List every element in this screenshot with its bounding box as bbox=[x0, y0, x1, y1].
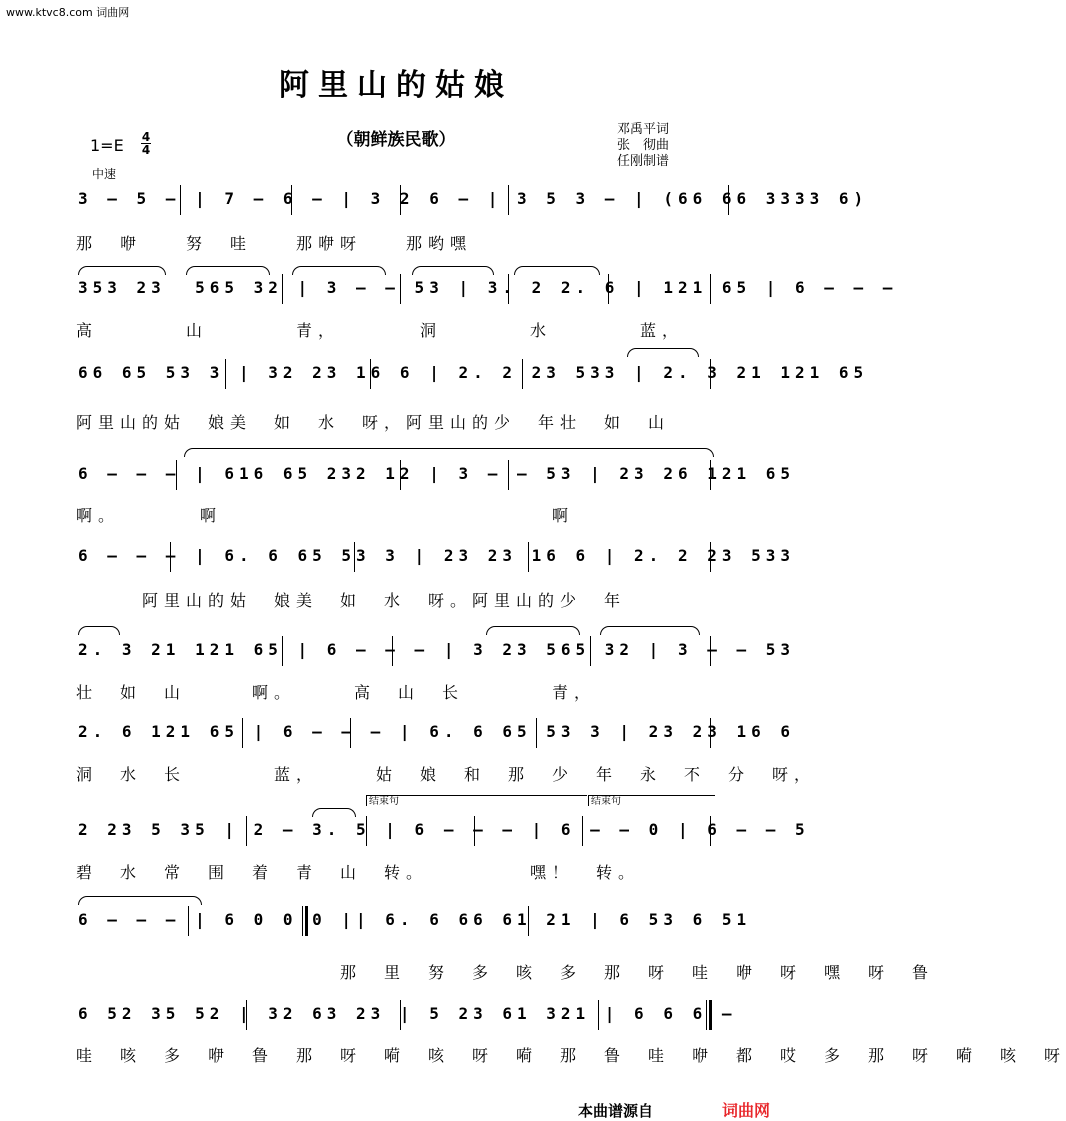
time-signature bbox=[141, 131, 151, 156]
volta-bracket: 结束句 bbox=[588, 795, 715, 806]
lyric-line: 啊。 啊 啊 bbox=[76, 506, 575, 525]
lyric-line: 壮 如 山 啊。 高 山 长 青， bbox=[76, 683, 597, 702]
notation-line: 353 23 565 32 | 3 – – 53 | 3. 2 2. 6 | 121 65 | 6 – – – bbox=[78, 278, 898, 297]
score-row bbox=[70, 636, 796, 666]
notation-line: 2 23 5 35 | 2 – 3. 5 | 6 – – – | 6 – – 0 | 6 – – 5 bbox=[78, 820, 810, 839]
score-row bbox=[70, 1000, 737, 1030]
song-subtitle: （朝鲜族民歌） bbox=[336, 130, 456, 150]
notation-line: 2. 6 121 65 | 6 – – – | 6. 6 65 53 3 | 23 23 16 6 bbox=[78, 722, 796, 741]
site-url[interactable]: www.ktvc8.com 词曲网 bbox=[6, 6, 130, 19]
lyric-line: 高 山 青， 洞 水 蓝， bbox=[76, 321, 685, 340]
volta-bracket: 结束句 bbox=[366, 795, 587, 806]
lyric-line: 碧 水 常 围 着 青 山 转。 嘿！ 转。 bbox=[76, 863, 641, 882]
score-row bbox=[70, 460, 796, 490]
lyric-line: 那 咿 努 哇 那咿呀 那哟嘿 bbox=[76, 234, 473, 253]
score-row bbox=[70, 718, 796, 748]
time-signature-top: 4 bbox=[141, 130, 151, 144]
score-row bbox=[70, 906, 752, 936]
notation-line: 66 65 53 3 | 32 23 16 6 | 2. 2 23 533 | 2. 3 21 121 65 bbox=[78, 363, 869, 382]
score-row bbox=[70, 816, 810, 846]
score-row bbox=[70, 542, 796, 572]
notation-line: 6 – – – | 6 0 0 0 || 6. 6 66 61 21 | 6 53 6 51 bbox=[78, 910, 752, 929]
lyric-line: 那 里 努 多 咳 多 那 呀 哇 咿 呀 嘿 呀 鲁 bbox=[76, 963, 935, 982]
lyric-line: 阿里山的姑 娘美 如 水 呀。阿里山的少 年 bbox=[76, 591, 627, 610]
source-label: 本曲谱源自 bbox=[578, 1102, 654, 1120]
credits bbox=[617, 122, 669, 170]
transcriber: 任刚制谱 bbox=[617, 154, 670, 169]
lyric-line: 洞 水 长 蓝， 姑 娘 和 那 少 年 永 不 分 呀， bbox=[76, 765, 817, 784]
score-row bbox=[70, 359, 869, 389]
tempo-marking: 中速 bbox=[92, 167, 117, 181]
score-row bbox=[70, 185, 869, 215]
time-signature-bottom: 4 bbox=[141, 143, 151, 157]
notation-line: 3 – 5 – | 7 – 6 – | 3 2 6 – | 3 5 3 – | (66 66 3333 6) bbox=[78, 189, 869, 208]
lyricist: 邓禹平词 bbox=[617, 122, 670, 137]
composer: 张 彻曲 bbox=[617, 138, 670, 153]
notation-line: 2. 3 21 121 65 | 6 – – – | 3 23 565 32 | 3 – – 53 bbox=[78, 640, 796, 659]
key-signature: 1=E bbox=[90, 136, 124, 155]
lyric-line: 哇 咳 多 咿 鲁 那 呀 嗬 咳 呀 嗬 那 鲁 哇 咿 都 哎 多 那 呀 嗬 咳 呀 bbox=[76, 1046, 1066, 1065]
lyric-line: 阿里山的姑 娘美 如 水 呀，阿里山的少 年壮 如 山 bbox=[76, 413, 671, 432]
song-title: 阿里山的姑娘 bbox=[279, 68, 513, 103]
score-row bbox=[70, 274, 898, 304]
notation-line: 6 52 35 52 | 32 63 23 | 5 23 61 321 | 6 6 6 – bbox=[78, 1004, 737, 1023]
notation-line: 6 – – – | 616 65 232 12 | 3 – – 53 | 23 26 121 65 bbox=[78, 464, 796, 483]
brand-logo[interactable]: 词曲网 bbox=[722, 1101, 771, 1120]
notation-line: 6 – – – | 6. 6 65 53 3 | 23 23 16 6 | 2. 2 23 533 bbox=[78, 546, 796, 565]
